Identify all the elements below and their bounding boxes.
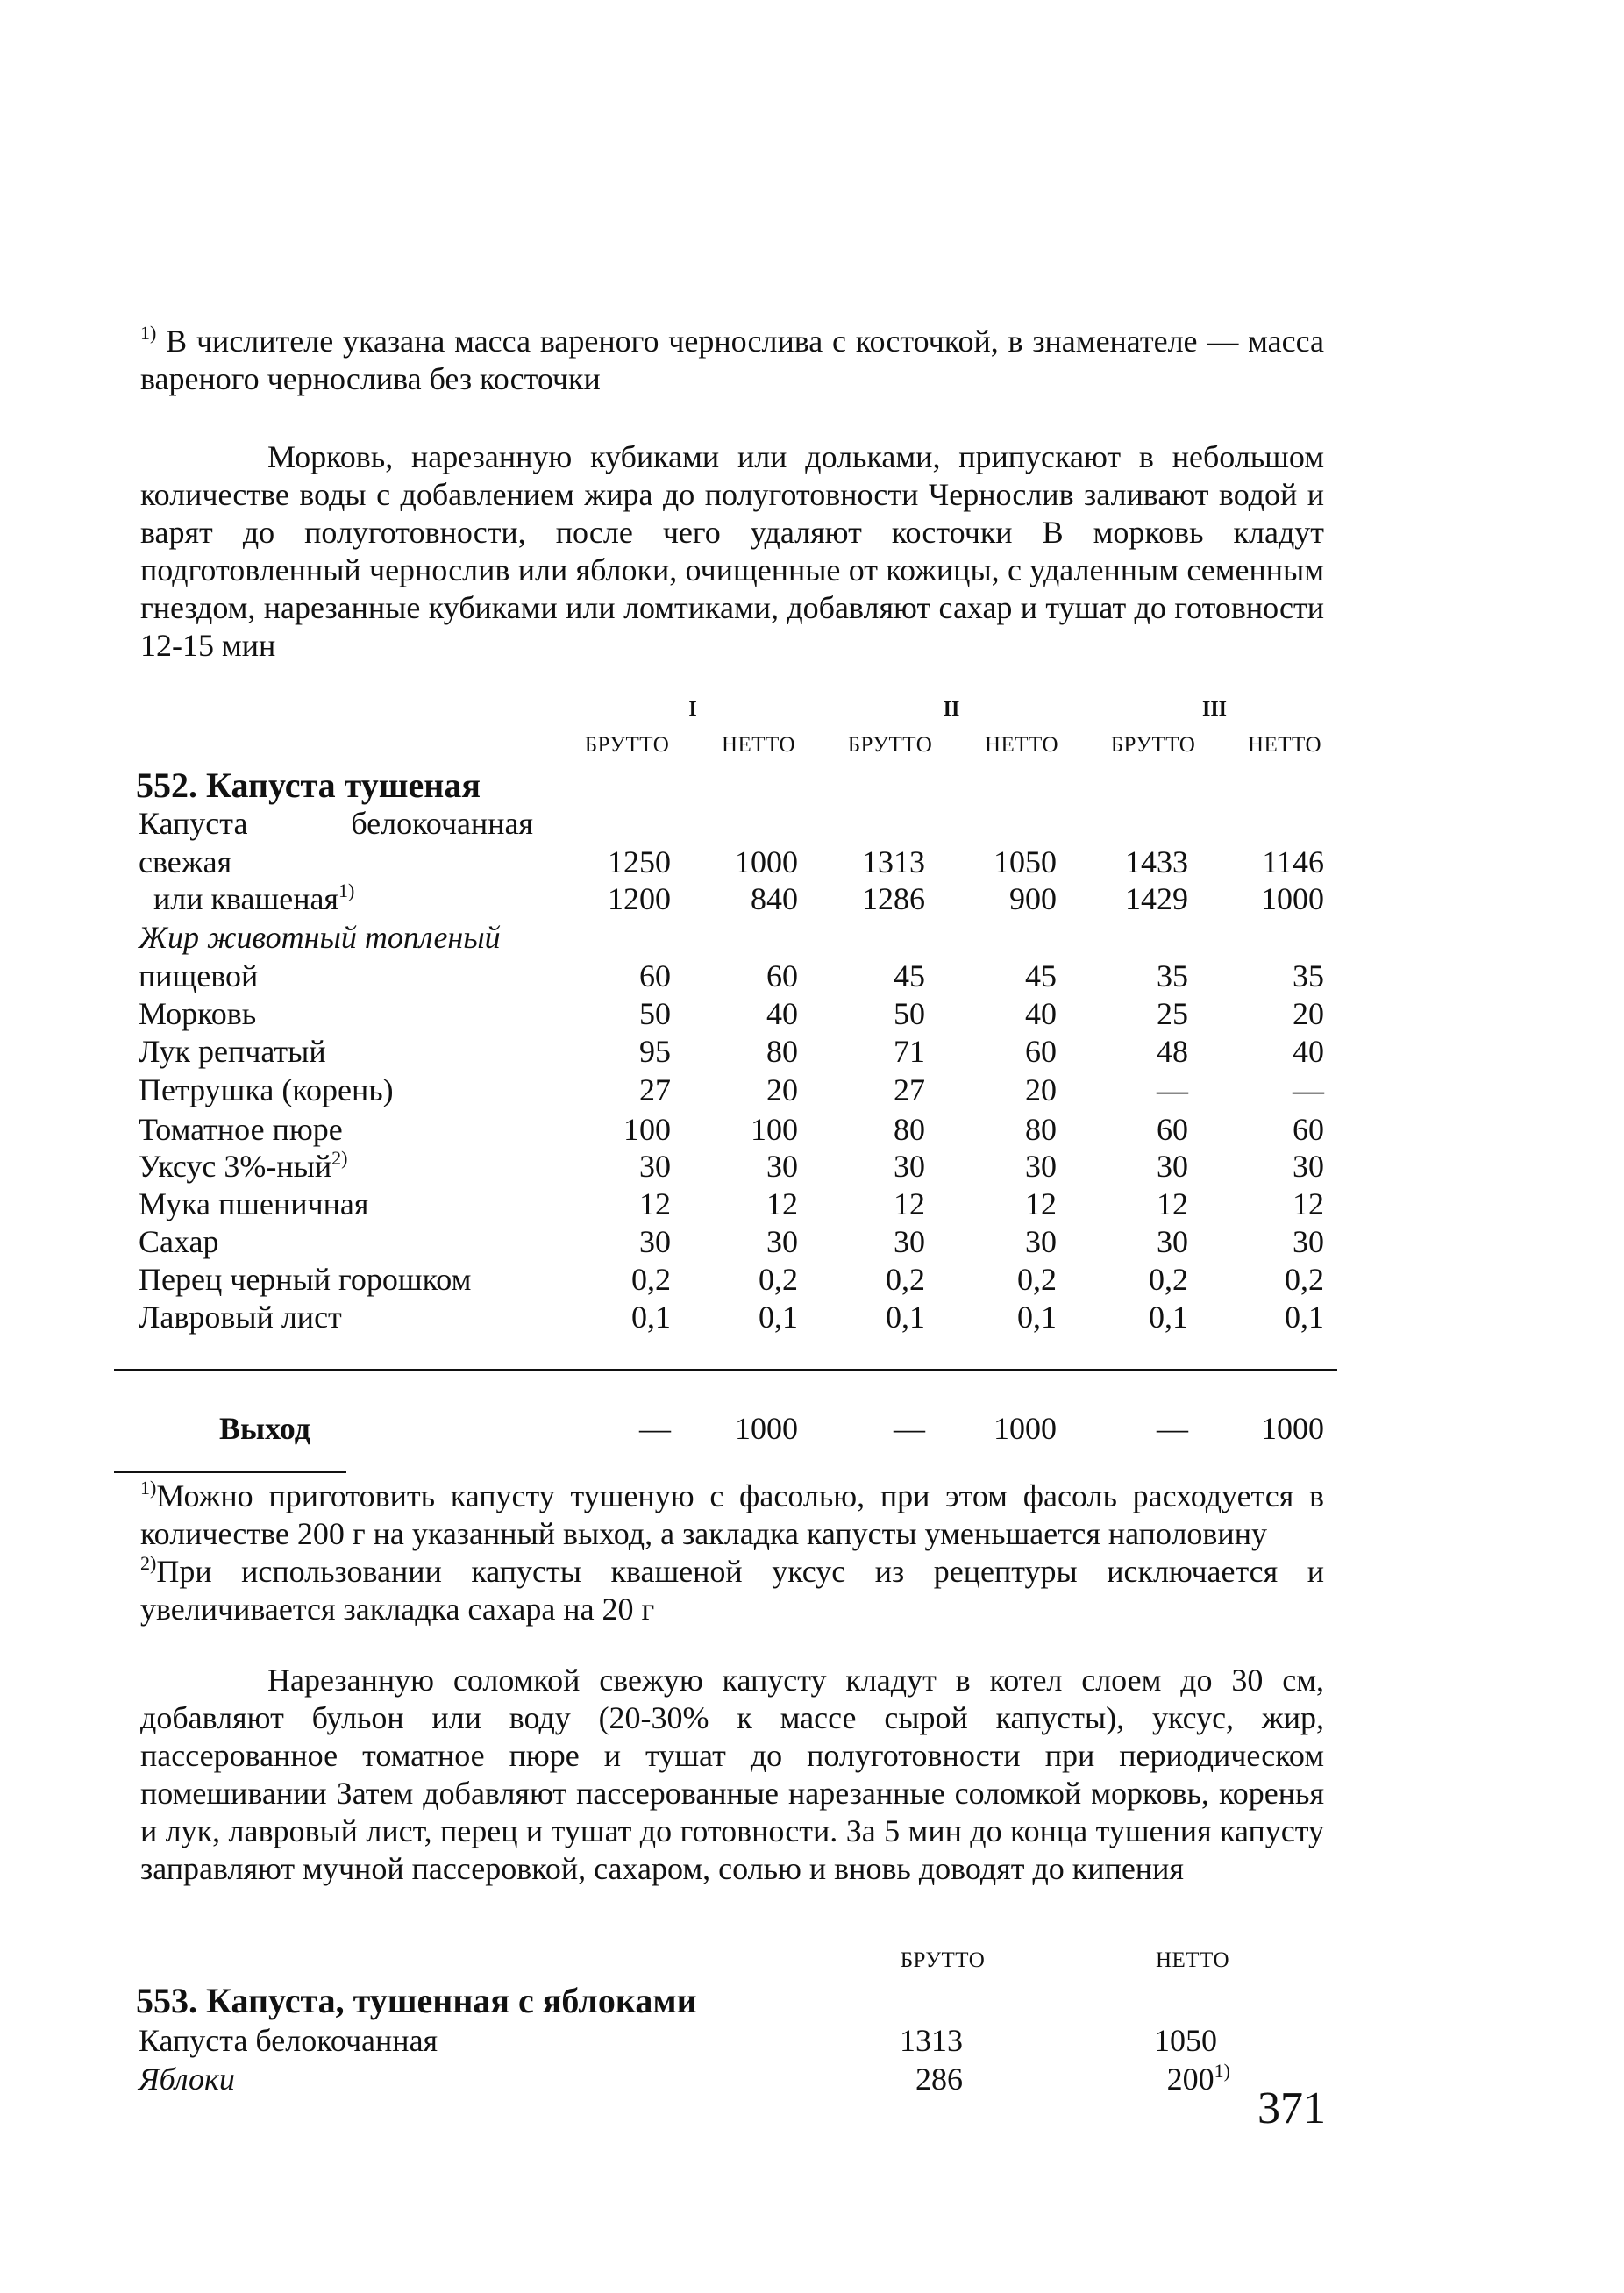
- value-fresh-netto-3: 1146: [1262, 844, 1324, 879]
- value-vinegar-brutto-1: 30: [639, 1149, 671, 1184]
- t553-value-apples-netto: [1112, 2061, 1230, 2098]
- value-onion-brutto-2: 71: [894, 1034, 925, 1069]
- row-label-onion: Лук репчатый: [139, 1034, 326, 1069]
- value-yield-netto-2: 1000: [994, 1411, 1057, 1446]
- value-parsley-netto-2: 20: [1025, 1072, 1057, 1107]
- value-flour-netto-3: 12: [1293, 1186, 1324, 1221]
- col-header-netto-2: НЕТТО: [984, 733, 1059, 757]
- row-label-pepper: Перец черный горошком: [139, 1262, 472, 1297]
- value-text: 200: [1166, 2062, 1214, 2097]
- value-carrot-netto-1: 40: [766, 996, 798, 1031]
- value-sauer-brutto-2: 1286: [862, 881, 925, 916]
- value-onion-netto-1: 80: [766, 1034, 798, 1069]
- col-header-brutto-1: БРУТТО: [584, 733, 670, 757]
- value-bay-netto-2: 0,1: [1017, 1300, 1057, 1335]
- footnote-separator: [114, 1471, 346, 1473]
- value-yield-brutto-3: —: [1157, 1411, 1188, 1446]
- footnote-marker: 1): [140, 322, 157, 344]
- group-header-1: I: [688, 698, 697, 721]
- value-sugar-brutto-3: 30: [1157, 1224, 1188, 1259]
- value-flour-brutto-2: 12: [894, 1186, 925, 1221]
- value-fresh-brutto-3: 1433: [1125, 844, 1188, 879]
- footnote-prunes: [140, 323, 1324, 398]
- row-label-fresh: свежая: [139, 844, 232, 879]
- t553-value-cabbage-brutto: 1313: [900, 2023, 963, 2058]
- value-parsley-netto-1: 20: [766, 1072, 798, 1107]
- value-vinegar-brutto-2: 30: [894, 1149, 925, 1184]
- value-sugar-brutto-2: 30: [894, 1224, 925, 1259]
- value-vinegar-netto-3: 30: [1293, 1149, 1324, 1184]
- value-fat-netto-3: 35: [1293, 958, 1324, 993]
- value-fresh-netto-2: 1050: [994, 844, 1057, 879]
- value-tomato-netto-3: 60: [1293, 1112, 1324, 1147]
- footnotes-552: [140, 1478, 1324, 1628]
- row-label-tomato: Томатное пюре: [139, 1112, 343, 1147]
- row-label-parsley: Петрушка (корень): [139, 1072, 394, 1107]
- value-sauer-brutto-3: 1429: [1125, 881, 1188, 916]
- value-onion-netto-2: 60: [1025, 1034, 1057, 1069]
- recipe-553-title: 553. Капуста, тушенная с яблоками: [136, 1981, 697, 2020]
- footnote-marker: 1): [140, 1477, 157, 1499]
- value-onion-brutto-3: 48: [1157, 1034, 1188, 1069]
- value-fat-netto-1: 60: [766, 958, 798, 993]
- row-label-cabbage: Капуста белокочанная: [139, 806, 533, 841]
- value-bay-brutto-3: 0,1: [1149, 1300, 1188, 1335]
- value-pepper-netto-2: 0,2: [1017, 1262, 1057, 1297]
- t553-row-label-cabbage: Капуста белокочанная: [139, 2023, 438, 2058]
- value-yield-brutto-1: —: [639, 1411, 671, 1446]
- value-sauer-netto-2: 900: [1009, 881, 1057, 916]
- value-sauer-netto-3: 1000: [1261, 881, 1324, 916]
- row-label-sauerkraut: [153, 880, 548, 918]
- footnote-text: Можно приготовить капусту тушеную с фасолью, при этом фасоль расходуется в количестве 200 г на указанный выход, а закладка капусты уменьшается наполовину: [140, 1478, 1324, 1551]
- value-fresh-brutto-2: 1313: [862, 844, 925, 879]
- value-parsley-brutto-3: —: [1157, 1072, 1188, 1107]
- t553-col-header-netto: НЕТТО: [1155, 1948, 1230, 1972]
- value-fresh-netto-1: 1000: [735, 844, 798, 879]
- value-fresh-brutto-1: 1250: [608, 844, 671, 879]
- row-label-text: или квашеная: [153, 881, 338, 916]
- value-pepper-brutto-1: 0,2: [631, 1262, 671, 1297]
- value-tomato-brutto-1: 100: [623, 1112, 671, 1147]
- value-tomato-netto-1: 100: [751, 1112, 798, 1147]
- value-tomato-brutto-2: 80: [894, 1112, 925, 1147]
- col-header-netto-1: НЕТТО: [721, 733, 796, 757]
- value-pepper-netto-1: 0,2: [759, 1262, 798, 1297]
- row-label-vinegar: [139, 1148, 533, 1186]
- value-bay-netto-1: 0,1: [759, 1300, 798, 1335]
- value-parsley-brutto-1: 27: [639, 1072, 671, 1107]
- value-pepper-netto-3: 0,2: [1285, 1262, 1324, 1297]
- footnote-1: [140, 1478, 1324, 1553]
- value-yield-netto-1: 1000: [735, 1411, 798, 1446]
- value-bay-brutto-1: 0,1: [631, 1300, 671, 1335]
- value-vinegar-brutto-3: 30: [1157, 1149, 1188, 1184]
- value-onion-brutto-1: 95: [639, 1034, 671, 1069]
- footnote-ref: 2): [331, 1147, 348, 1169]
- value-carrot-brutto-2: 50: [894, 996, 925, 1031]
- group-header-2: II: [943, 698, 960, 721]
- value-fat-brutto-1: 60: [639, 958, 671, 993]
- col-header-brutto-2: БРУТТО: [847, 733, 933, 757]
- value-sugar-brutto-1: 30: [639, 1224, 671, 1259]
- value-bay-brutto-2: 0,1: [886, 1300, 925, 1335]
- value-carrot-brutto-1: 50: [639, 996, 671, 1031]
- value-sauer-brutto-1: 1200: [608, 881, 671, 916]
- value-yield-netto-3: 1000: [1261, 1411, 1324, 1446]
- footnote-marker: 2): [140, 1552, 157, 1574]
- value-pepper-brutto-3: 0,2: [1149, 1262, 1188, 1297]
- method-paragraph-551: Морковь, нарезанную кубиками или дольками, припускают в небольшом количестве воды с добавлением жира до полуготовности Чернослив заливают водой и варят до полуготовности, после чего удаляют косточки В морковь кладут подготовленный чернослив или яблоки, очищенные от кожицы, с удаленным семенным гнездом, нарезанные кубиками или ломтиками, добавляют сахар и тушат до готовности 12-15 мин: [140, 439, 1324, 663]
- value-vinegar-netto-1: 30: [766, 1149, 798, 1184]
- page-number: 371: [1257, 2083, 1326, 2133]
- value-tomato-brutto-3: 60: [1157, 1112, 1188, 1147]
- table-rule: [114, 1369, 1337, 1371]
- row-label-bay-leaf: Лавровый лист: [139, 1300, 342, 1335]
- col-header-netto-3: НЕТТО: [1247, 733, 1322, 757]
- value-sugar-netto-2: 30: [1025, 1224, 1057, 1259]
- value-parsley-brutto-2: 27: [894, 1072, 925, 1107]
- value-sugar-netto-1: 30: [766, 1224, 798, 1259]
- value-sugar-netto-3: 30: [1293, 1224, 1324, 1259]
- t553-value-apples-brutto: 286: [915, 2062, 963, 2097]
- value-onion-netto-3: 40: [1293, 1034, 1324, 1069]
- value-flour-netto-2: 12: [1025, 1186, 1057, 1221]
- method-paragraph-552: Нарезанную соломкой свежую капусту кладут в котел слоем до 30 см, добавляют бульон или воду (20-30% к массе сырой капусты), уксус, жир, пассерованное томатное пюре и тушат до полуготовности при периодическом помешивании Затем добавляют пассерованные нарезанные соломкой морковь, коренья и лук, лавровый лист, перец и тушат до готовности. За 5 мин до конца тушения капусту заправляют мучной пассеровкой, сахаром, солью и вновь доводят до кипения: [140, 1663, 1324, 1886]
- t553-value-cabbage-netto: 1050: [1154, 2023, 1217, 2058]
- row-label-sugar: Сахар: [139, 1224, 219, 1259]
- value-fat-brutto-3: 35: [1157, 958, 1188, 993]
- footnote-text: В числителе указана масса вареного чернослива с косточкой, в знаменателе — масса вареного чернослива без косточки: [140, 324, 1325, 396]
- row-label-carrot: Морковь: [139, 996, 257, 1031]
- footnote-text: При использовании капусты квашеной уксус из рецептуры исключается и увеличивается закладка сахара на 20 г: [140, 1554, 1324, 1627]
- value-carrot-brutto-3: 25: [1157, 996, 1188, 1031]
- recipe-552-title: 552. Капуста тушеная: [136, 766, 481, 805]
- group-header-3: III: [1201, 698, 1228, 721]
- value-pepper-brutto-2: 0,2: [886, 1262, 925, 1297]
- footnote-ref: 1): [338, 879, 355, 901]
- row-label-flour: Мука пшеничная: [139, 1186, 369, 1221]
- value-vinegar-netto-2: 30: [1025, 1149, 1057, 1184]
- value-sauer-netto-1: 840: [751, 881, 798, 916]
- t553-col-header-brutto: БРУТТО: [900, 1948, 986, 1972]
- value-tomato-netto-2: 80: [1025, 1112, 1057, 1147]
- value-flour-netto-1: 12: [766, 1186, 798, 1221]
- row-label-yield: Выход: [219, 1411, 310, 1446]
- value-parsley-netto-3: —: [1293, 1072, 1324, 1107]
- footnote-ref: 1): [1214, 2060, 1230, 2082]
- footnote-2: [140, 1553, 1324, 1628]
- value-flour-brutto-3: 12: [1157, 1186, 1188, 1221]
- value-carrot-netto-3: 20: [1293, 996, 1324, 1031]
- value-carrot-netto-2: 40: [1025, 996, 1057, 1031]
- value-yield-brutto-2: —: [894, 1411, 925, 1446]
- row-label-fat: Жир животный топленый: [139, 920, 501, 955]
- col-header-brutto-3: БРУТТО: [1110, 733, 1196, 757]
- value-bay-netto-3: 0,1: [1285, 1300, 1324, 1335]
- value-fat-brutto-2: 45: [894, 958, 925, 993]
- row-label-text: Уксус 3%-ный: [139, 1149, 332, 1184]
- value-fat-netto-2: 45: [1025, 958, 1057, 993]
- value-flour-brutto-1: 12: [639, 1186, 671, 1221]
- t553-row-label-apples: Яблоки: [139, 2062, 235, 2097]
- row-label-food: пищевой: [139, 958, 259, 993]
